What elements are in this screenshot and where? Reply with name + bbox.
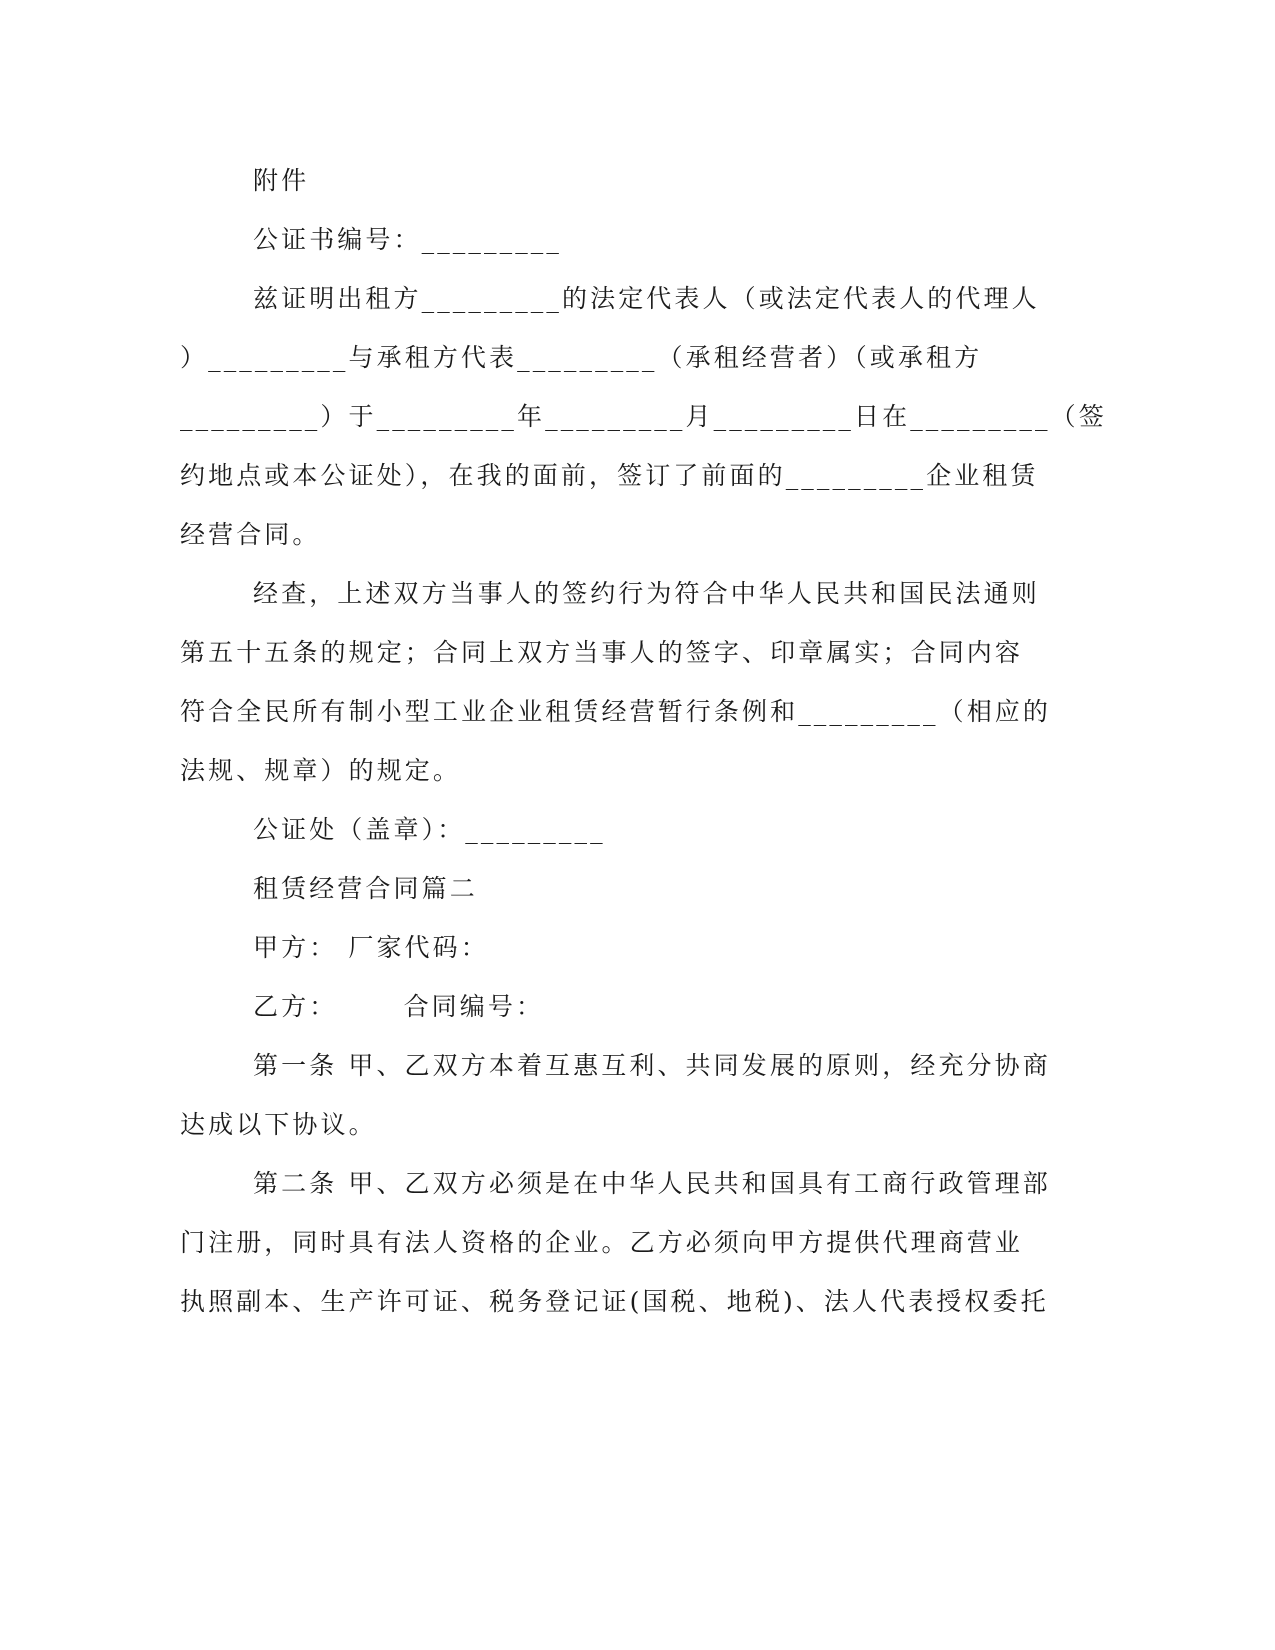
notary-number-line: 公证书编号：_________ bbox=[253, 225, 563, 254]
paragraph-line: ）_________与承租方代表_________（承租经营者）（或承租方 bbox=[180, 343, 983, 372]
paragraph-line: 执照副本、生产许可证、税务登记证(国税、地税)、法人代表授权委托 bbox=[180, 1287, 1049, 1316]
paragraph-line: 法规、规章）的规定。 bbox=[180, 756, 462, 785]
paragraph-line: 门注册，同时具有法人资格的企业。乙方必须向甲方提供代理商营业 bbox=[180, 1228, 1024, 1257]
paragraph-line: 兹证明出租方_________的法定代表人（或法定代表人的代理人 bbox=[253, 284, 1040, 313]
section-heading: 租赁经营合同篇二 bbox=[253, 874, 478, 903]
party-b-line: 乙方： 合同编号： bbox=[253, 992, 545, 1021]
paragraph-line: 第一条 甲、乙双方本着互惠互利、共同发展的原则，经充分协商 bbox=[253, 1051, 1051, 1080]
paragraph-line: 符合全民所有制小型工业企业租赁经营暂行条例和_________（相应的 bbox=[180, 697, 1052, 726]
paragraph-line: 达成以下协议。 bbox=[180, 1110, 377, 1139]
attachment-heading: 附件 bbox=[253, 166, 310, 195]
party-a-line: 甲方： 厂家代码： bbox=[253, 933, 489, 962]
paragraph-line: 经查，上述双方当事人的签约行为符合中华人民共和国民法通则 bbox=[253, 579, 1040, 608]
paragraph-line: 第二条 甲、乙双方必须是在中华人民共和国具有工商行政管理部 bbox=[253, 1169, 1051, 1198]
notary-seal-line: 公证处（盖章）：_________ bbox=[253, 815, 606, 844]
paragraph-line: 约地点或本公证处），在我的面前，签订了前面的_________企业租赁 bbox=[180, 461, 1039, 490]
paragraph-line: 第五十五条的规定；合同上双方当事人的签字、印章属实；合同内容 bbox=[180, 638, 1024, 667]
paragraph-line: 经营合同。 bbox=[180, 520, 321, 549]
paragraph-line: _________）于_________年_________月_________日在_________（签 bbox=[180, 402, 1107, 431]
